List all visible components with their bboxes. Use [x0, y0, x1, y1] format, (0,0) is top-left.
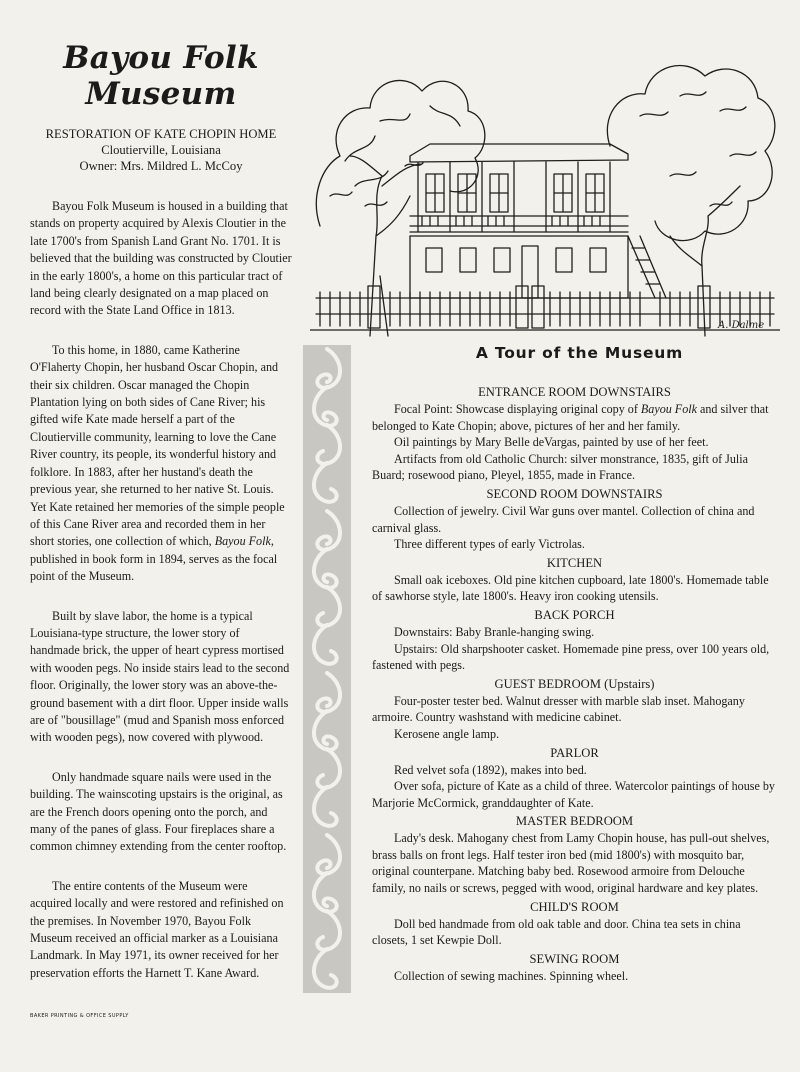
room-second [372, 486, 777, 553]
location: Cloutierville, Louisiana [101, 143, 221, 157]
room-line: Over sofa, picture of Kate as a child of three. Watercolor paintings of house by Marjorie McCormick, granddaughter of Kate. [372, 779, 775, 810]
room-sewing [372, 951, 777, 985]
ironwork-ornament [303, 345, 351, 993]
room-kitchen [372, 555, 777, 605]
room-line: Four-poster tester bed. Walnut dresser with marble slab inset. Mahogany armoire. Country washstand with medicine cabinet. [372, 693, 745, 725]
room-guest-bedroom [372, 676, 777, 743]
room-childs-room [372, 899, 777, 949]
room-line: Downstairs: Baby Branle-hanging swing. [394, 624, 595, 639]
history-paragraph-2-text-end: , published in book form in 1894, serves as the focal point of the Museum. [30, 534, 278, 584]
tour-title: A Tour of the Museum [475, 344, 684, 362]
history-paragraph-1: Bayou Folk Museum is housed in a building that stands on property acquired by Alexis Cloutier in the late 1700's from Spanish Land Grant No. 1701. It is believed that the building was constructed by Cloutier in the early 1800's, a home on this particular tract of land being clearly designated on a map placed on record with the State Land Office in 1813. [30, 199, 292, 318]
room-heading: CHILD'S ROOM [530, 899, 619, 914]
room-line: Oil paintings by Mary Belle deVargas, painted by use of her feet. [394, 435, 709, 450]
printer-credit: BAKER PRINTING & OFFICE SUPPLY [30, 1013, 129, 1019]
page-title: Bayou Folk Museum [63, 40, 259, 112]
room-back-porch [372, 607, 777, 674]
room-line: Red velvet sofa (1892), makes into bed. [394, 762, 587, 777]
room-line: Lady's desk. Mahogany chest from Lamy Chopin house, has pull-out shelves, brass balls on front legs. Half tester iron bed (mid 1800's) with mosquito bar, original counterpane. Matching baby bed. Rosewood armoire from Delouche family, no nails or screws, pegged with wood, original hardware and key plates. [372, 831, 770, 896]
room-heading: SEWING ROOM [529, 951, 620, 966]
room-line: Doll bed handmade from old oak table and door. China tea sets in china closets, 1 set Kewpie Doll. [372, 916, 741, 948]
history-paragraph-5: The entire contents of the Museum were acquired locally and were restored and refinished on the premises. In November 1970, Bayou Folk Museum received an official marker as a Louisiana Landmark. In May 1971, its owner received for her preservation efforts the Harnett T. Kane Award. [30, 878, 284, 980]
picket-fence [310, 286, 780, 330]
room-heading: KITCHEN [546, 555, 603, 570]
left-column [30, 40, 292, 1004]
room-line-text-end: and silver that belonged to Kate Chopin; above, pictures of her and her family. [372, 402, 769, 433]
room-master-bedroom [372, 813, 777, 896]
room-line: Artifacts from old Catholic Church: silver monstrance, 1835, gift of Julia Buard; rosewood piano, Pleyel, 1855, made in France. [372, 451, 749, 483]
room-heading: MASTER BEDROOM [515, 814, 634, 829]
room-line-text: Focal Point: Showcase displaying original copy of [394, 402, 641, 416]
room-heading: SECOND ROOM DOWNSTAIRS [486, 486, 663, 501]
room-line: Upstairs: Old sharpshooter casket. Homemade pine press, over 100 years old, fastened with pegs. [372, 641, 770, 673]
history-paragraph-2 [30, 342, 292, 586]
room-line: Three different types of early Victrolas. [394, 537, 585, 552]
book-title: Bayou Folk [640, 402, 697, 416]
room-parlor [372, 745, 777, 812]
history-paragraph-2-text: To this home, in 1880, came Katherine O'Flaherty Chopin, her husband Oscar Chopin, and their six children. Oscar managed the Chopin Plantation lying on both sides of Cane River; his gifted wife Kate made herself a part of the Cloutierville community, learning to love the Cane River country, its people, its wonderful history and folklore. In 1883, after her hustand's death the previous year, she returned to her native St. Louis. Yet Kate retained her memories of the simple people of this Cane River area and recorded them in her short stories, one collection of which, [30, 342, 285, 549]
room-heading: GUEST BEDROOM (Upstairs) [494, 676, 655, 691]
tour-column [372, 344, 777, 986]
owner: Owner: Mrs. Mildred L. McCoy [79, 159, 243, 173]
room-heading: PARLOR [550, 745, 599, 760]
room-line: Collection of jewelry. Civil War guns over mantel. Collection of china and carnival glass. [372, 503, 755, 535]
room-line [372, 401, 777, 434]
room-line: Collection of sewing machines. Spinning wheel. [394, 968, 629, 983]
subtitle: RESTORATION OF KATE CHOPIN HOME [45, 127, 277, 141]
room-line: Small oak iceboxes. Old pine kitchen cupboard, late 1800's. Homemade table of sawhorse style, late 1800's. Heavy iron cooking utensils. [372, 572, 769, 604]
history-text [30, 198, 292, 982]
room-entrance [372, 384, 777, 484]
history-paragraph-4: Only handmade square nails were used in the building. The wainscoting upstairs is the original, as are the French doors opening onto the porch, and many of the panes of glass. Four fireplaces share a common chimney extending from the center rooftop. [30, 769, 287, 854]
room-heading: ENTRANCE ROOM DOWNSTAIRS [478, 385, 671, 399]
book-title: Bayou Folk [214, 534, 271, 549]
history-paragraph-3: Built by slave labor, the home is a typical Louisiana-type structure, the lower story of handmade brick, the upper of heart cypress mortised with wooden pegs. No inside stairs lead to the second floor. Originally, the lower story was an above-the-ground basement with a dirt floor. Upper inside walls are of "bousillage" (mud and Spanish moss enforced with wooden pegs), now covered with plywood. [30, 608, 290, 745]
house-illustration [310, 36, 780, 338]
room-heading: BACK PORCH [534, 607, 615, 622]
artist-signature: A. Dalme [718, 320, 765, 331]
room-line: Kerosene angle lamp. [394, 726, 500, 741]
subtitle-block [30, 126, 292, 174]
house [410, 144, 666, 298]
